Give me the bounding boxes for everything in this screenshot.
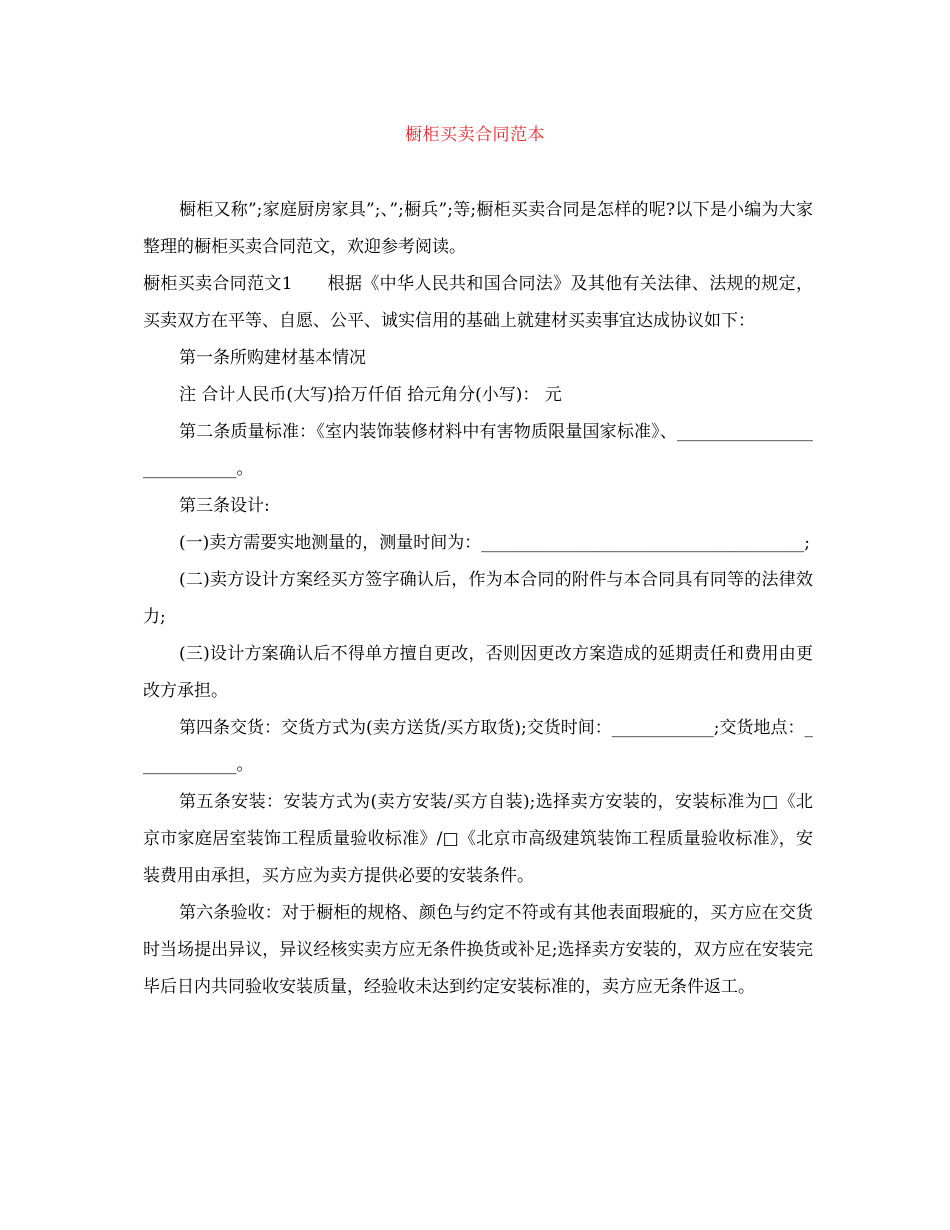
paragraph-article-6: 第六条验收：对于橱柜的规格、颜色与约定不符或有其他表面瑕疵的，买方应在交货时当场提出异议，异议经核实卖方应无条件换货或补足;选择卖方安装的，双方应在安装完毕后日内共同验收安装质量，经验收未达到约定安装标准的，卖方应无条件返工。 xyxy=(143,903,813,997)
paragraph-total-amount: 注 合计人民币(大写)拾万仟佰 拾元角分(小写)： 元 xyxy=(179,385,562,405)
paragraph-article-3-item-3: (三)设计方案确认后不得单方擅自更改，否则因更改方案造成的延期责任和费用由更改方承担。 xyxy=(143,644,813,701)
paragraph-contract-preamble: 橱柜买卖合同范文1 根据《中华人民共和国合同法》及其他有关法律、法规的规定，买卖双方在平等、自愿、公平、诚实信用的基础上就建材买卖事宜达成协议如下： xyxy=(143,274,813,331)
paragraph-article-3-item-1: (一)卖方需要实地测量的，测量时间为：______________________________________; xyxy=(179,533,810,553)
paragraph-intro: 橱柜又称”;家庭厨房家具”;、”;橱兵”;等;橱柜买卖合同是怎样的呢?以下是小编为大家整理的橱柜买卖合同范文，欢迎参考阅读。 xyxy=(143,200,813,257)
paragraph-article-4: 第四条交货：交货方式为(卖方送货/买方取货);交货时间：____________;交货地点：____________。 xyxy=(143,718,813,775)
document-body xyxy=(143,192,813,1006)
paragraph-article-2: 第二条质量标准：《室内装饰装修材料中有害物质限量国家标准》、___________________________。 xyxy=(143,422,813,479)
paragraph-article-3: 第三条设计: xyxy=(179,496,270,516)
paragraph-article-3-item-2: (二)卖方设计方案经买方签字确认后，作为本合同的附件与本合同具有同等的法律效力; xyxy=(143,570,813,627)
document-title: 橱柜买卖合同范本 xyxy=(405,125,545,145)
paragraph-article-1: 第一条所购建材基本情况 xyxy=(179,348,366,368)
paragraph-article-5: 第五条安装：安装方式为(卖方安装/买方自装);选择卖方安装的，安装标准为□《北京市家庭居室装饰工程质量验收标准》/□《北京市高级建筑装饰工程质量验收标准》，安装费用由承担，买方应为卖方提供必要的安装条件。 xyxy=(143,792,813,886)
